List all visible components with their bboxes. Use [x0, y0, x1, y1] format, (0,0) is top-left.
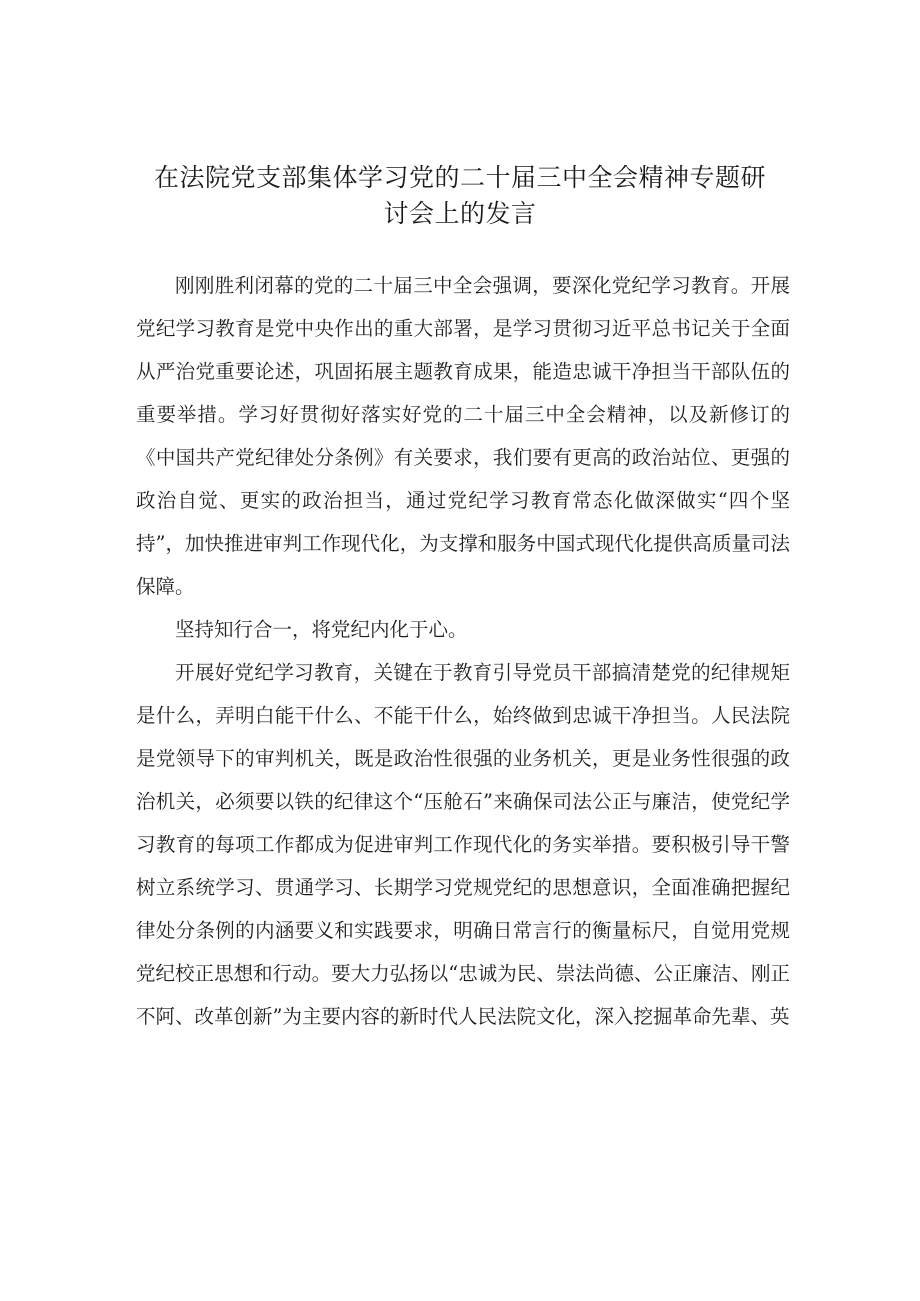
paragraph-heading: 坚持知行合一，将党纪内化于心。: [175, 618, 468, 641]
document-title: [120, 160, 800, 232]
title-line-2: 讨会上的发言: [383, 199, 537, 228]
paragraph-main: 开展好党纪学习教育，关键在于教育引导党员干部搞清楚党的纪律规矩是什么，弄明白能干什么、不能干什么，始终做到忠诚干净担当。人民法院是党领导下的审判机关，既是政治性很强的业务机关，更是业务性很强的政治机关，必须要以铁的纪律这个“压舱石”来确保司法公正与廉洁，使党纪学习教育的每项工作都成为促进审判工作现代化的务实举措。要积极引导干警树立系统学习、贯通学习、长期学习党规党纪的思想意识，全面准确把握纪律处分条例的内涵要义和实践要求，明确日常言行的衡量标尺，自觉用党规党纪校正思想和行动。要大力弘扬以“忠诚为民、崇法尚德、公正廉洁、刚正不阿、改革创新”为主要内容的新时代人民法院文化，深入挖掘革命先辈、英: [136, 661, 790, 1028]
title-line-1: 在法院党支部集体学习党的二十届三中全会精神专题研: [153, 163, 766, 192]
paragraph-intro: 刚刚胜利闭幕的党的二十届三中全会强调，要深化党纪学习教育。开展党纪学习教育是党中央作出的重大部署，是学习贯彻习近平总书记关于全面从严治党重要论述，巩固拓展主题教育成果，能造忠诚干净担当干部队伍的重要举措。学习好贯彻好落实好党的二十届三中全会精神，以及新修订的《中国共产党纪律处分条例》有关要求，我们要有更高的政治站位、更强的政治自觉、更实的政治担当，通过党纪学习教育常态化做深做实“四个坚持”，加快推进审判工作现代化，为支撑和服务中国式现代化提供高质量司法保障。: [136, 274, 790, 598]
document-body: [136, 264, 790, 1038]
